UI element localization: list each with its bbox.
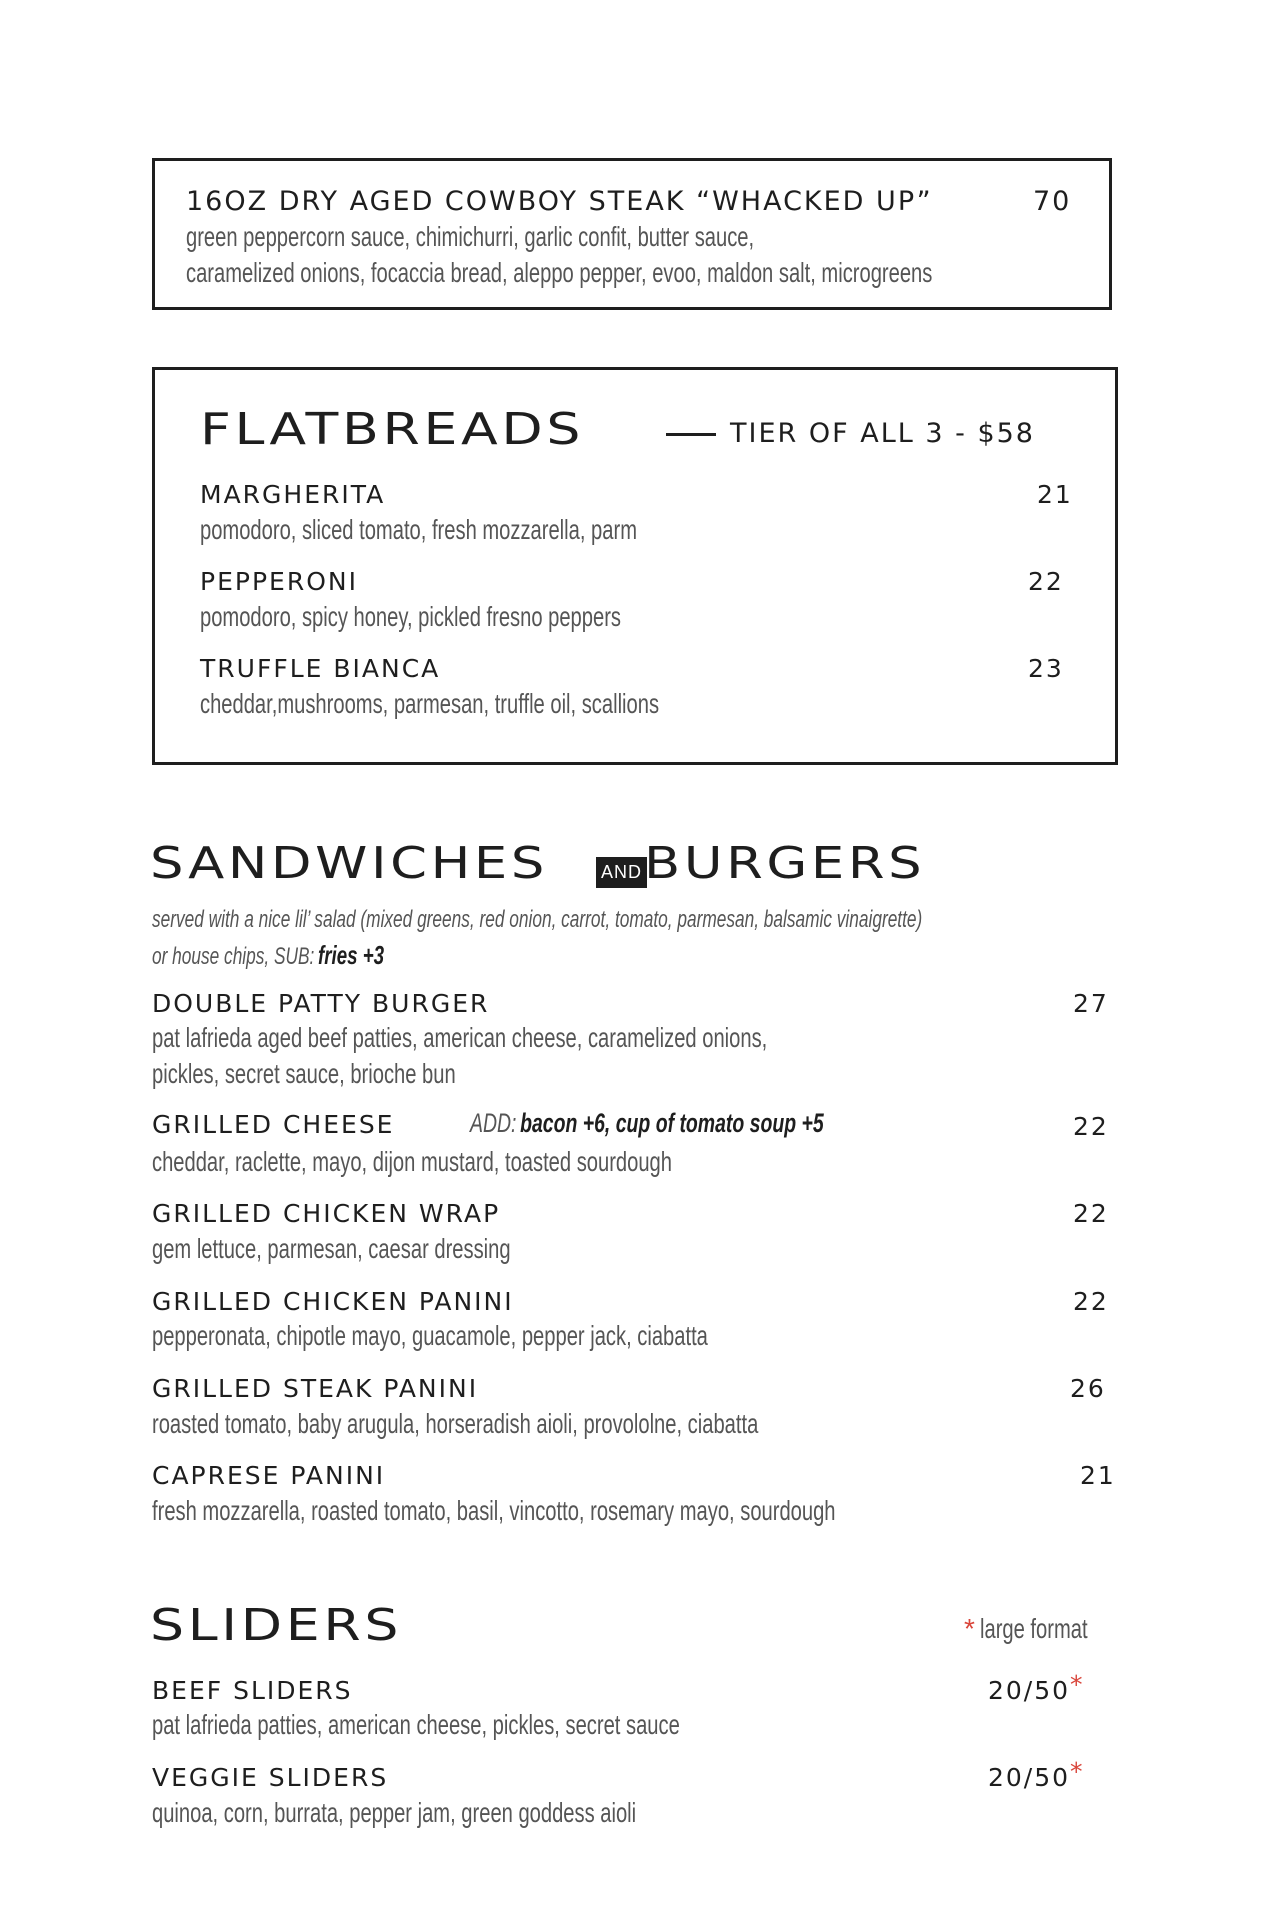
sandwich-description: pepperonata, chipotle mayo, guacamole, pepper jack, ciabatta: [152, 1320, 708, 1351]
sandwich-description: fresh mozzarella, roasted tomato, basil, vincotto, rosemary mayo, sourdough: [152, 1495, 836, 1526]
slider-description: quinoa, corn, burrata, pepper jam, green goddess aioli: [152, 1797, 637, 1828]
sandwich-name: GRILLED STEAK PANINI: [152, 1374, 479, 1403]
sandwich-price: 22: [1073, 1287, 1109, 1316]
flatbread-description: pomodoro, spicy honey, pickled fresno peppers: [200, 601, 621, 632]
sandwich-price: 27: [1073, 989, 1109, 1018]
grilled-cheese-add-on: [470, 1108, 824, 1139]
steak-price: 70: [1033, 186, 1072, 217]
sandwiches-heading-left: SANDWICHES: [150, 838, 549, 889]
flatbread-price: 23: [1028, 654, 1064, 683]
sandwich-title-row: [152, 1110, 394, 1139]
sandwich-description: cheddar, raclette, mayo, dijon mustard, toasted sourdough: [152, 1146, 672, 1177]
large-format-star: *: [964, 1613, 975, 1644]
sandwich-price: 22: [1073, 1199, 1109, 1228]
slider-price-group: [988, 1670, 1083, 1705]
sandwich-name: GRILLED CHICKEN PANINI: [152, 1287, 514, 1316]
flatbreads-tier: TIER OF ALL 3 - $58: [730, 418, 1035, 449]
sandwich-description: gem lettuce, parmesan, caesar dressing: [152, 1233, 511, 1264]
sandwich-price: 22: [1073, 1112, 1109, 1141]
slider-name: VEGGIE SLIDERS: [152, 1763, 389, 1792]
flatbreads-divider: [666, 433, 716, 436]
steak-description-line-2: caramelized onions, focaccia bread, aleppo pepper, evoo, maldon salt, microgreens: [186, 257, 933, 288]
flatbread-name: TRUFFLE BIANCA: [200, 654, 441, 683]
flatbread-name: MARGHERITA: [200, 480, 386, 509]
served-with-sub-value: fries +3: [317, 940, 385, 970]
flatbread-price: 22: [1028, 567, 1064, 596]
add-on-value: bacon +6, cup of tomato soup +5: [520, 1108, 824, 1138]
slider-name: BEEF SLIDERS: [152, 1676, 353, 1705]
sandwich-price: 26: [1070, 1374, 1106, 1403]
flatbread-name: PEPPERONI: [200, 567, 358, 596]
slider-price-group: [988, 1757, 1083, 1792]
sandwich-name: GRILLED CHEESE: [152, 1110, 395, 1139]
sandwich-description: roasted tomato, baby arugula, horseradish aioli, provololne, ciabatta: [152, 1408, 759, 1439]
large-format-star: *: [1070, 1757, 1083, 1786]
add-on-label: ADD:: [470, 1108, 517, 1138]
slider-price: 20/50: [988, 1763, 1071, 1792]
served-with-note: served with a nice lil’ salad (mixed greens, red onion, carrot, tomato, parmesan, balsamic vinaigrette): [152, 906, 923, 933]
flatbread-price: 21: [1037, 480, 1073, 509]
sandwiches-heading: [150, 838, 549, 889]
served-with-note-line-2: [152, 940, 384, 971]
flatbread-description: pomodoro, sliced tomato, fresh mozzarella, parm: [200, 514, 637, 545]
large-format-star: *: [1070, 1670, 1083, 1699]
sandwiches-heading-right: BURGERS: [644, 838, 926, 889]
flatbread-description: cheddar,mushrooms, parmesan, truffle oil, scallions: [200, 688, 660, 719]
served-with-sub-label: or house chips, SUB:: [152, 943, 315, 970]
and-badge: AND: [596, 857, 647, 888]
large-format-label: large format: [980, 1613, 1088, 1644]
sandwich-price: 21: [1080, 1461, 1116, 1490]
sandwich-description-line-2: pickles, secret sauce, brioche bun: [152, 1058, 456, 1089]
large-format-note: [964, 1613, 1129, 1645]
slider-price: 20/50: [988, 1676, 1071, 1705]
flatbreads-heading: FLATBREADS: [200, 404, 585, 455]
sandwich-name: GRILLED CHICKEN WRAP: [152, 1199, 501, 1228]
sliders-heading: SLIDERS: [150, 1600, 403, 1651]
sandwich-name: DOUBLE PATTY BURGER: [152, 989, 490, 1018]
slider-description: pat lafrieda patties, american cheese, pickles, secret sauce: [152, 1709, 680, 1740]
sandwich-description: pat lafrieda aged beef patties, american cheese, caramelized onions,: [152, 1022, 768, 1053]
steak-title: 16OZ DRY AGED COWBOY STEAK “WHACKED UP”: [186, 186, 933, 217]
steak-description-line-1: green peppercorn sauce, chimichurri, garlic confit, butter sauce,: [186, 221, 755, 252]
sandwich-name: CAPRESE PANINI: [152, 1461, 386, 1490]
